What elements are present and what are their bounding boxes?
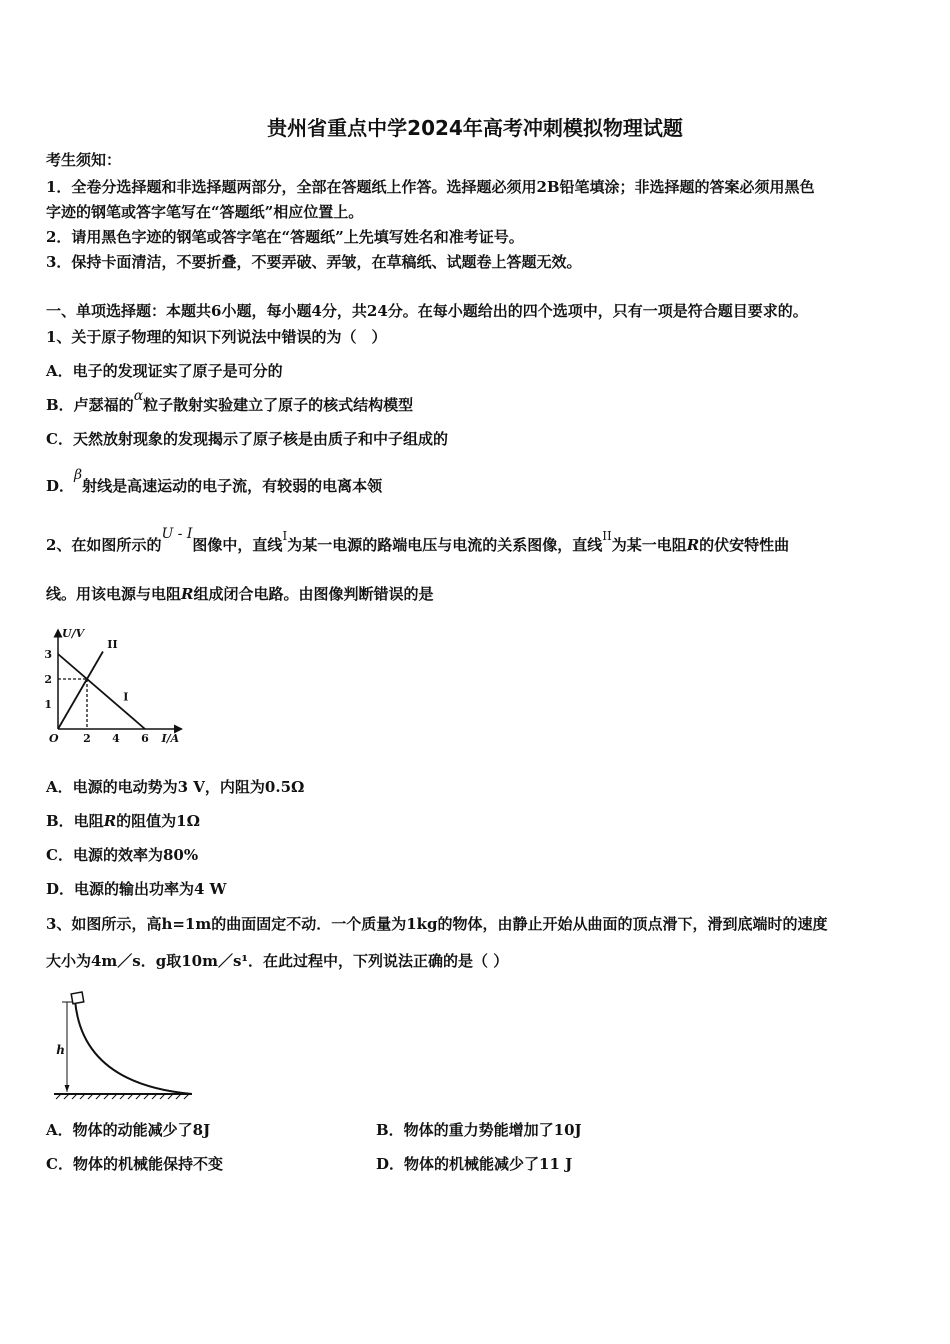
q2-line2-a: 线。用该电源与电阻 [46,585,182,603]
q2-option-a: A．电源的电动势为3 V，内阻为0.5Ω [46,778,305,796]
curve-surface [75,1000,192,1094]
q3-stem-line2: 大小为4m／s．g取10m／s¹．在此过程中，下列说法正确的是（ ） [46,952,509,970]
ui-graph [40,612,190,750]
q2-option-c: C．电源的效率为80% [46,846,199,864]
x-tick-label: 6 [141,732,149,745]
page-title: 贵州省重点中学2024年高考冲刺模拟物理试题 [267,116,683,140]
series-label-I: I [123,690,129,704]
q1-b-post: 粒子散射实验建立了原子的核式结构模型 [143,396,414,414]
origin-label: O [49,732,59,745]
y-tick-label: 1 [44,698,52,711]
q3-option-b: B．物体的重力势能增加了10J [376,1121,582,1139]
y-tick-label: 3 [44,648,52,661]
curved-slope-figure [48,988,198,1103]
height-label: h [56,1043,65,1057]
q1-option-d [46,467,383,497]
q2-stem-line1 [46,526,790,556]
q3-option-d: D．物体的机械能减少了11 J [376,1155,573,1173]
q1-stem: 1、关于原子物理的知识下列说法中错误的为（ ） [46,328,387,346]
series-line-II [58,652,103,730]
x-axis-label: I/A [161,732,180,745]
r-symbol: R [686,536,700,554]
series-label-II: II [107,637,118,651]
ui-symbol: U - I [161,526,193,542]
q3-stem-line1: 3、如图所示，高h=1m的曲面固定不动．一个质量为1kg的物体，由静止开始从曲面的顶点滑下，滑到底端时的速度 [46,915,828,933]
beta-symbol: β [74,467,83,483]
q2-option-d: D．电源的输出功率为4 W [46,880,227,898]
q1-d-post: 射线是高速运动的电子流，有较弱的电离本领 [82,477,383,495]
line-2-symbol: II [602,529,612,543]
q1-d-pre: D． [46,477,75,495]
q2-s1: 2、在如图所示的 [46,536,162,554]
q2-line2-b: 组成闭合电路。由图像判断错误的是 [193,585,434,603]
notice-item-1: 1．全卷分选择题和非选择题两部分，全部在答题纸上作答。选择题必须用2B铅笔填涂；非选择题的答案必须用黑色 [46,178,815,196]
y-axis-label: U/V [62,627,85,640]
notice-item-3: 3．保持卡面清洁，不要折叠，不要弄破、弄皱，在草稿纸、试题卷上答题无效。 [46,253,582,271]
q1-b-pre: B．卢瑟福的 [46,396,134,414]
alpha-symbol: α [133,388,144,404]
q3-option-c: C．物体的机械能保持不变 [46,1155,223,1173]
q2-b-post: 的阻值为1Ω [116,812,200,830]
block [71,992,84,1004]
y-tick-label: 2 [44,673,52,686]
section-heading: 一、单项选择题：本题共6小题，每小题4分，共24分。在每小题给出的四个选项中，只有一项是符合题目要求的。 [46,302,808,320]
series-line-I [58,654,145,729]
q2-s4: 为某一电阻 [611,536,687,554]
q1-option-a: A．电子的发现证实了原子是可分的 [46,362,283,380]
q1-option-c: C．天然放射现象的发现揭示了原子核是由质子和中子组成的 [46,430,448,448]
x-tick-label: 2 [83,732,91,745]
line-1-symbol: I [282,529,288,543]
r-symbol-2: R [181,585,194,603]
notice-heading: 考生须知： [46,151,122,169]
notice-item-2: 2．请用黑色字迹的钢笔或答字笔在“答题纸”上先填写姓名和准考证号。 [46,228,524,246]
q2-s3: 为某一电源的路端电压与电流的关系图像，直线 [287,536,603,554]
q2-stem-line2 [46,584,434,604]
r-symbol-3: R [103,812,117,830]
q1-option-b [46,388,414,416]
q2-s2: 图像中，直线 [192,536,283,554]
x-tick-label: 4 [112,732,120,745]
q2-option-b [46,811,200,831]
q3-option-a: A．物体的动能减少了8J [46,1121,211,1139]
notice-item-1-cont: 字迹的钢笔或答字笔写在“答题纸”相应位置上。 [46,203,364,221]
q2-s5: 的伏安特性曲 [699,536,790,554]
q2-b-pre: B．电阻 [46,812,104,830]
